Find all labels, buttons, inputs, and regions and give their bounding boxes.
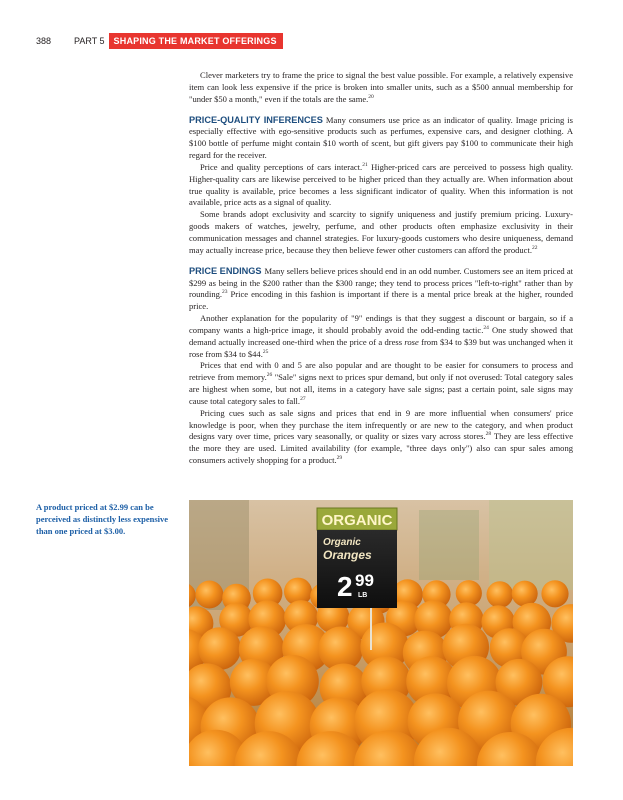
orange: [456, 580, 482, 606]
price-sign: [317, 508, 397, 608]
oranges-photo: [189, 500, 573, 766]
orange: [541, 580, 568, 607]
price-endings-paragraph-1: PRICE ENDINGS Many sellers believe prices should end in an odd number. Customers see an item priced at $299 as being in the $200 rather than the $300 range; they tend to process prices "left-to-right" rather than by rounding.$^{23}$ Price encoding in this fashion is important if there is a mental price break at the higher, rounded price.: [189, 265, 573, 312]
orange: [512, 581, 538, 607]
organic-banner-text: ORGANIC: [321, 512, 393, 529]
photo-caption: A product priced at $2.99 can be perceived as distinctly less expensive than one priced at $3.00.: [36, 502, 169, 536]
part-title: SHAPING THE MARKET OFFERINGS: [109, 33, 283, 49]
price-quality-paragraph-2: Price and quality perceptions of cars interact.$^{21}$ Higher-priced cars are perceived to possess high quality. Higher-quality cars are likewise perceived to be higher priced than they actually are. When information about true quality is available, price becomes a less significant indicator of quality. When this information is not available, price acts as a signal of quality.: [189, 161, 574, 208]
oranges-illustration: [189, 500, 573, 766]
orange: [487, 581, 514, 608]
price-unit: LB: [358, 592, 368, 599]
price-endings-paragraph-2: Another explanation for the popularity of "9" endings is that they suggest a discount or bargain, so if a company wants a high-price image, it should probably avoid the odd-ending tactic.$^{24}$ One study showed that demand actually increased one-third when the price of a dress rose from $34 to $39 but was unchanged when it rose from $34 to $44.25: [189, 313, 574, 359]
price-dollars: 2: [337, 571, 353, 602]
section-heading-price-quality: PRICE-QUALITY INFERENCES: [189, 114, 323, 125]
running-header: [36, 33, 283, 49]
page-number: 388: [36, 36, 52, 46]
price-quality-paragraph-3: Some brands adopt exclusivity and scarcity to signify uniqueness and justify premium pricing. Luxury-goods makers of watches, jewelry, perfume, and other products often emphasize exclusivity in their communication messages and channel strategies. For luxury-goods customers who desire uniqueness, demand may actually increase price, because they then believe fewer other customers can afford the product.$^{22}$: [189, 209, 573, 255]
body-column: [189, 70, 573, 467]
part-label: PART 5: [74, 36, 105, 46]
orange: [195, 581, 223, 609]
section-heading-price-endings: PRICE ENDINGS: [189, 265, 262, 276]
price-endings-paragraph-4: Pricing cues such as sale signs and prices that end in 9 are more influential when consumers' price knowledge is poor, when they purchase the item infrequently or are new to the category, and when product designs vary over time, prices vary seasonally, or quality or sizes vary across stores.$^{28}$ They are less effective the more they are used. Limited availability (for example, "three days only") also can spur sales among consumers actively shopping for a product.$^{29}$: [189, 407, 573, 466]
price-endings-paragraph-3: Prices that end with 0 and 5 are also popular and are thought to be easier for consumers to process and retrieve from memory.$^{26}$ "Sale" signs next to prices spur demand, but only if not overused: Total category sales are highest when some, but not all, items in a category have sale signs; past a certain point, sale signs may cause total category sales to fall.$^{27}$: [189, 360, 573, 406]
price-cents: 99: [355, 571, 374, 590]
sign-line-2: Oranges: [323, 548, 372, 562]
intro-paragraph: Clever marketers try to frame the price to signal the best value possible. For example, a relatively expensive item can look less expensive if the price is broken into smaller units, such as a $500 annual membership for "under $50 a month," even if the totals are the same.$^{20}$: [189, 70, 573, 104]
sign-line-1: Organic: [323, 537, 361, 548]
price-quality-paragraph-1: PRICE-QUALITY INFERENCES Many consumers use price as an indicator of quality. Image pricing is especially effective with ego-sensitive products such as perfumes, expensive cars, and designer clothing. A $100 bottle of perfume might contain $10 worth of scent, but gift givers pay $100 to communicate their high regard for the receiver.: [189, 114, 573, 161]
